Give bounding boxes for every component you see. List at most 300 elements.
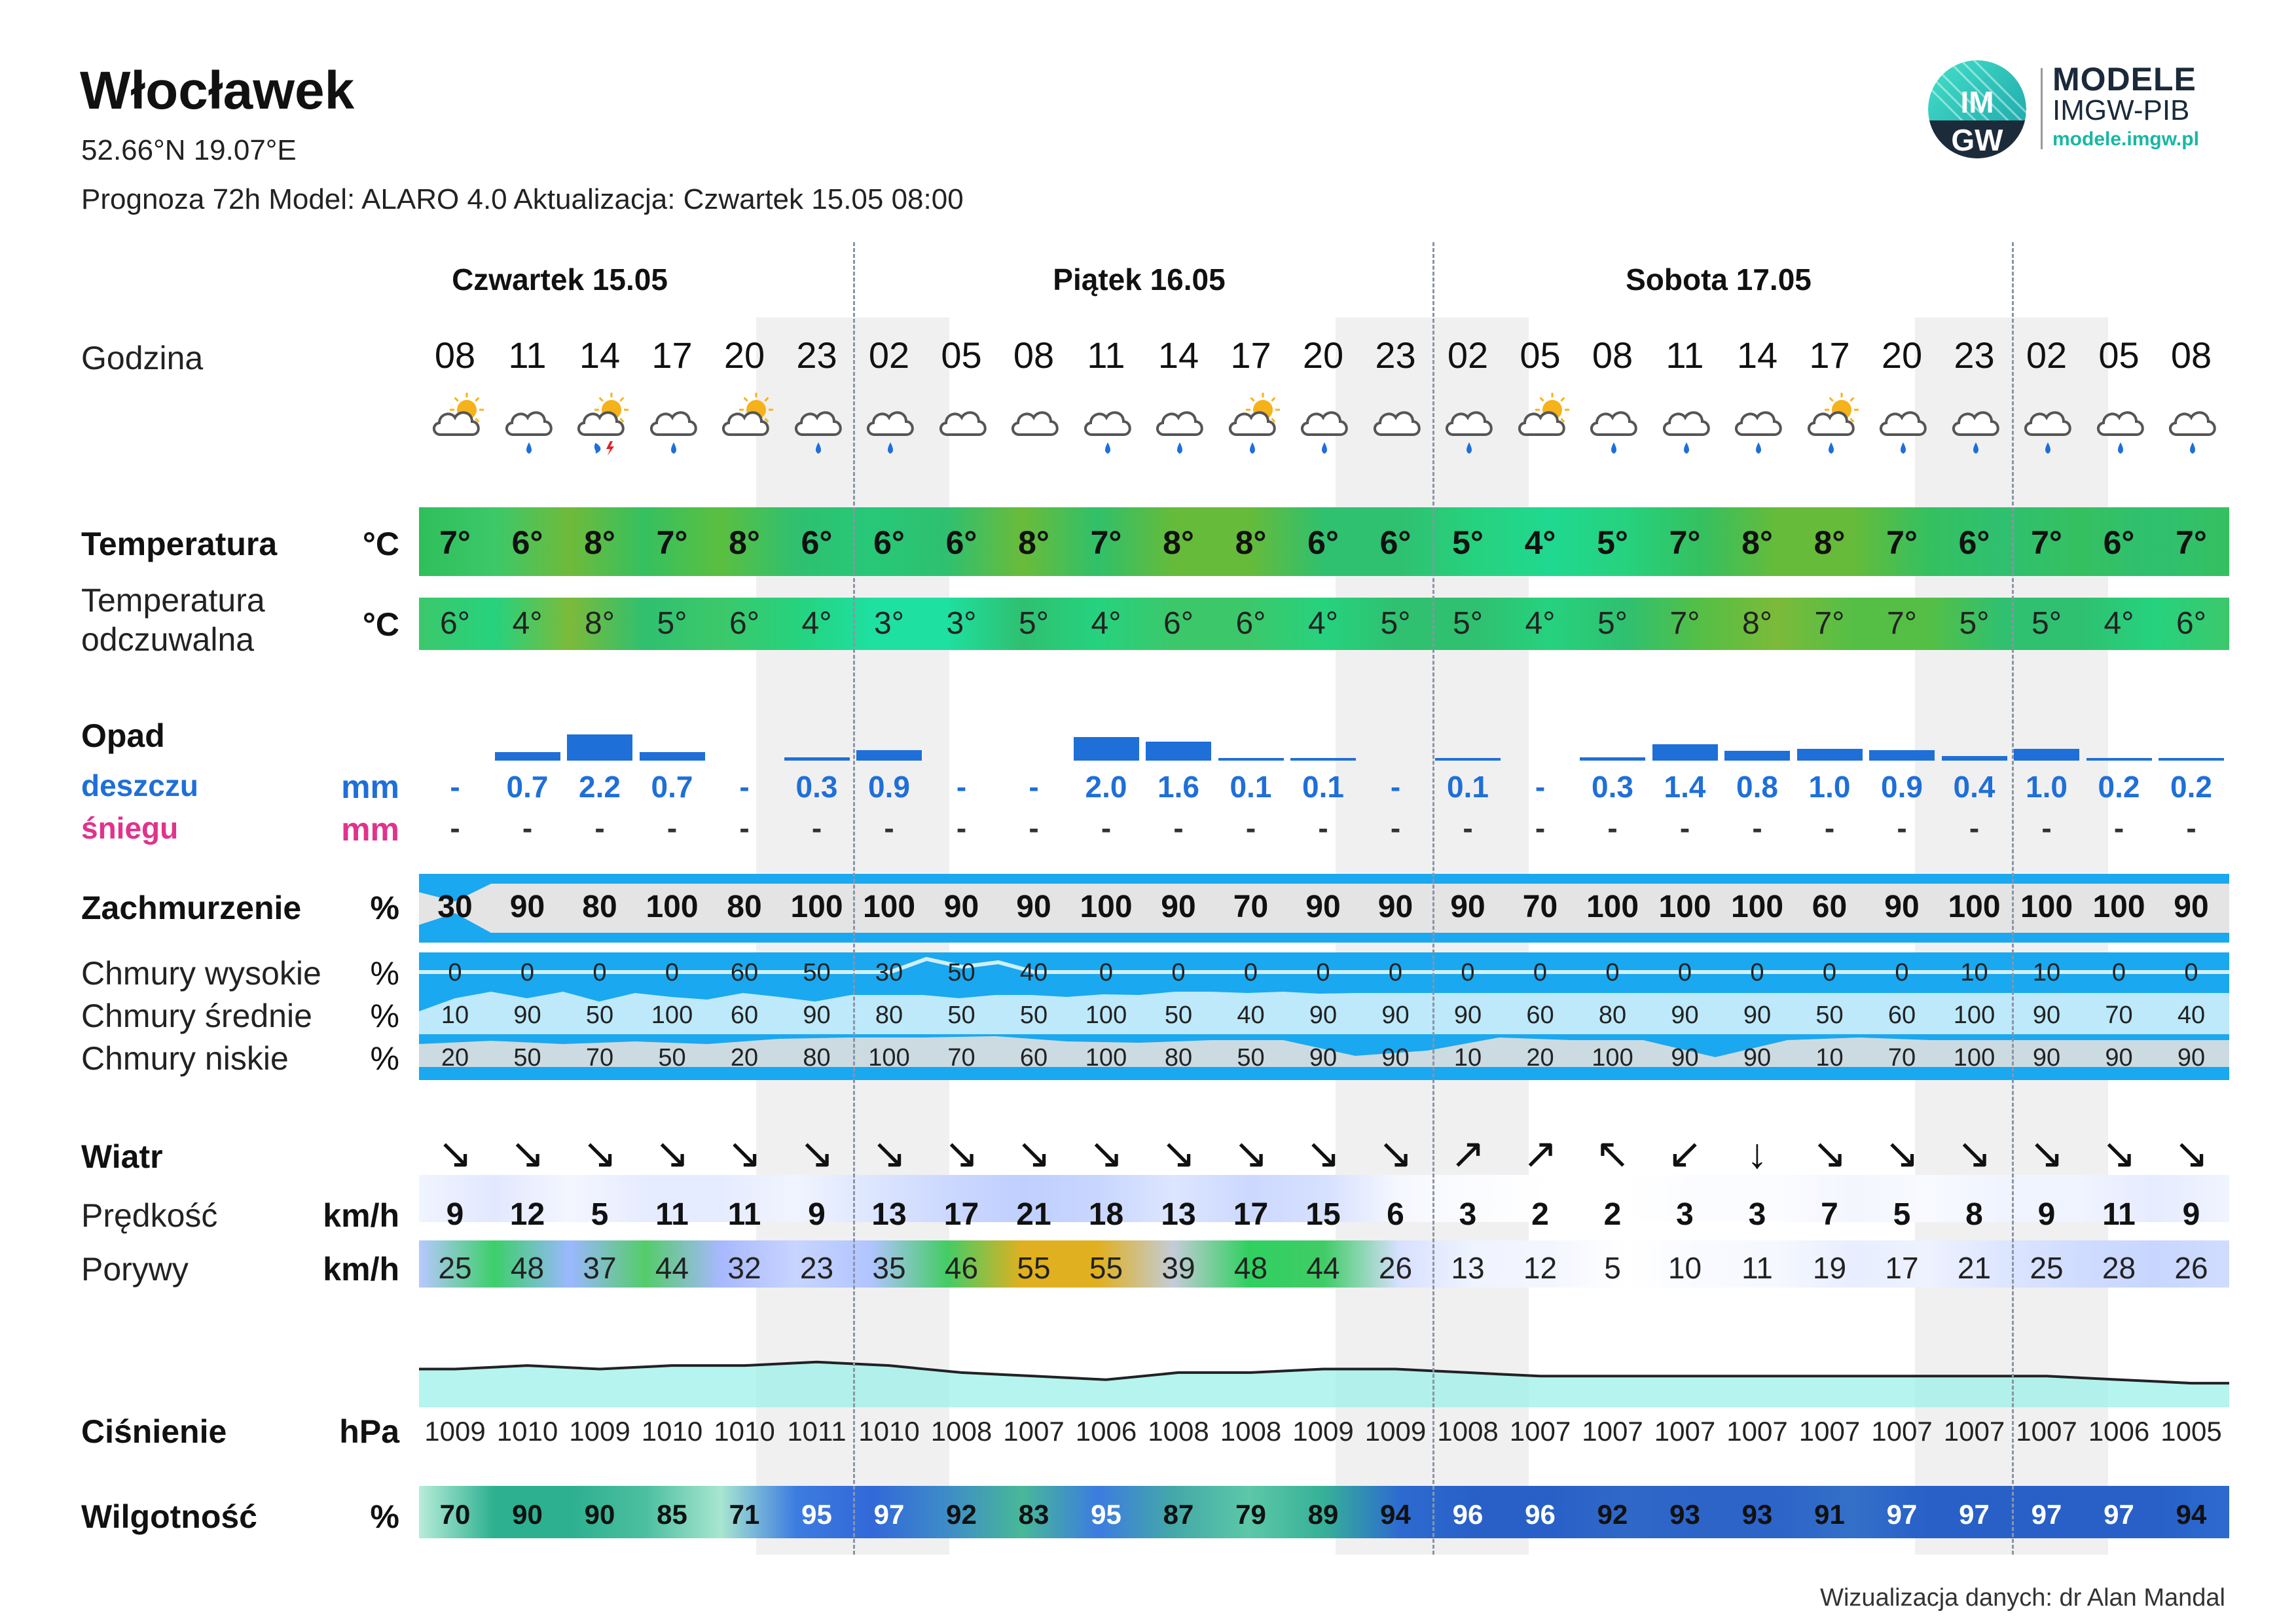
clouds-mid-cell: 80: [1598, 1001, 1627, 1029]
hour-cell: 08: [1592, 334, 1633, 376]
humidity-cell: 95: [1091, 1499, 1121, 1530]
unit-clouds-low: %: [370, 1040, 399, 1077]
gusts-cell: 48: [1233, 1251, 1268, 1285]
hour-cell: 17: [1809, 334, 1850, 376]
feels-like-cell: 3°: [874, 606, 904, 641]
hour-cell: 11: [1666, 334, 1704, 376]
clouds-low-cell: 90: [2177, 1044, 2206, 1072]
label-wind: Wiatr: [81, 1138, 163, 1175]
wind-speed-cell: 2: [1531, 1197, 1549, 1232]
feels-like-cell: 5°: [1959, 606, 1990, 641]
snow-cell: -: [1607, 811, 1618, 845]
wind-direction-icon: ↘: [1088, 1130, 1124, 1177]
cloud-rain-icon: [2159, 393, 2231, 465]
humidity-cell: 97: [1886, 1499, 1918, 1530]
wind-speed-cell: 15: [1305, 1197, 1341, 1232]
rain-cell: 1.6: [1157, 770, 1199, 804]
humidity-cell: 91: [1814, 1499, 1845, 1530]
hour-cell: 20: [723, 334, 765, 376]
hour-cell: 14: [579, 334, 621, 376]
coordinates: 52.66°N 19.07°E: [81, 134, 297, 166]
cloud-rain-icon: [1652, 393, 1724, 465]
clouds-cell: 80: [582, 890, 617, 924]
wind-direction-icon: ↘: [871, 1130, 907, 1177]
label-rain: deszczu: [81, 768, 198, 803]
clouds-low-cell: 100: [1953, 1044, 1995, 1072]
temperature-cell: 8°: [1741, 524, 1773, 561]
sun-cloud-rain-icon: [1218, 393, 1290, 465]
snow-cell: -: [1029, 811, 1039, 845]
snow-cell: -: [2041, 811, 2052, 845]
pressure-cell: 1007: [1798, 1416, 1861, 1447]
clouds-low-cell: 100: [1592, 1044, 1633, 1072]
feels-like-cell: 5°: [1019, 606, 1049, 641]
feels-like-cell: 4°: [1525, 606, 1556, 641]
wind-speed-cell: 9: [2182, 1197, 2200, 1232]
rain-cell: 0.9: [1881, 770, 1923, 804]
clouds-cell: 100: [790, 890, 843, 924]
clouds-high-cell: 0: [1171, 959, 1186, 986]
clouds-mid-cell: 60: [730, 1001, 759, 1029]
day-header-3: Sobota 17.05: [1626, 262, 1812, 297]
clouds-high-cell: 0: [1822, 959, 1837, 986]
rain-cell: 0.1: [1447, 770, 1489, 804]
snow-cell: -: [956, 811, 967, 845]
rain-cell: 0.1: [1230, 770, 1272, 804]
temperature-cell: 7°: [1669, 524, 1701, 561]
temperature-cell: 8°: [584, 524, 615, 561]
cloud-rain-icon: [784, 393, 856, 465]
pressure-cell: 1008: [1437, 1416, 1499, 1447]
temperature-cell: 8°: [1163, 524, 1194, 561]
gusts-cell: 44: [655, 1251, 689, 1285]
cloud-rain-icon: [2086, 393, 2159, 465]
clouds-low-cell: 10: [1453, 1044, 1482, 1072]
feels-like-cell: 5°: [1597, 606, 1628, 641]
pressure-cell: 1009: [1292, 1416, 1354, 1447]
gusts-cell: 25: [438, 1251, 472, 1285]
clouds-low-cell: 70: [585, 1044, 614, 1072]
gusts-cell: 25: [2030, 1251, 2064, 1285]
wind-speed-cell: 9: [808, 1197, 826, 1232]
humidity-cell: 95: [801, 1499, 832, 1530]
clouds-high-cell: 0: [1243, 959, 1258, 986]
snow-cell: -: [666, 811, 678, 845]
wind-speed-cell: 13: [871, 1197, 907, 1232]
rain-cell: -: [1390, 770, 1401, 804]
cloud-rain-icon: [856, 393, 928, 465]
feels-like-cell: 8°: [585, 606, 615, 641]
sun-cloud-icon: [712, 393, 784, 465]
pressure-cell: 1008: [930, 1416, 993, 1447]
humidity-cell: 70: [439, 1499, 471, 1530]
label-temperature: Temperatura: [81, 526, 278, 562]
clouds-high-cell: 0: [1099, 959, 1114, 986]
clouds-high-cell: 50: [803, 959, 831, 986]
clouds-cell: 100: [1658, 890, 1711, 924]
clouds-low-cell: 50: [658, 1044, 686, 1072]
wind-direction-icon: ↙: [1667, 1130, 1703, 1177]
day-header-2: Piątek 16.05: [1053, 262, 1226, 297]
pressure-cell: 1007: [1509, 1416, 1571, 1447]
hour-cell: 14: [1736, 334, 1778, 376]
cloud-rain-icon: [1869, 393, 1941, 465]
humidity-cell: 87: [1163, 1499, 1194, 1530]
clouds-cell: 100: [2020, 890, 2073, 924]
humidity-cell: 97: [2104, 1499, 2134, 1530]
rain-cell: 0.2: [2170, 770, 2212, 804]
temperature-cell: 6°: [873, 524, 905, 561]
unit-rain: mm: [341, 768, 399, 805]
wind-direction-icon: ↘: [943, 1130, 979, 1177]
feels-like-cell: 4°: [801, 606, 832, 641]
sun-cloud-rain-icon: [1797, 393, 1869, 465]
clouds-cell: 70: [1522, 890, 1558, 924]
clouds-mid-cell: 60: [1887, 1001, 1916, 1029]
unit-clouds: %: [370, 890, 399, 926]
clouds-mid-cell: 40: [2177, 1001, 2206, 1029]
hour-cell: 20: [1881, 334, 1923, 376]
wind-speed-cell: 13: [1161, 1197, 1196, 1232]
wind-direction-icon: ↗: [1450, 1130, 1485, 1177]
clouds-low-cell: 90: [1671, 1044, 1699, 1072]
unit-feels-like: °C: [362, 606, 399, 643]
clouds-mid-cell: 50: [1164, 1001, 1193, 1029]
feels-like-cell: 5°: [657, 606, 687, 641]
clouds-cell: 100: [1586, 890, 1639, 924]
clouds-high-cell: 0: [1605, 959, 1620, 986]
clouds-cell: 90: [1450, 890, 1485, 924]
pressure-cell: 1007: [2016, 1416, 2077, 1447]
logo-line1: MODELE: [2052, 61, 2196, 98]
temperature-cell: 6°: [1307, 524, 1339, 561]
cloud-rain-icon: [1074, 393, 1146, 465]
clouds-low-cell: 90: [2032, 1044, 2061, 1072]
clouds-high-cell: 0: [2184, 959, 2198, 986]
hour-cell: 08: [1013, 334, 1055, 376]
label-clouds-mid: Chmury średnie: [81, 998, 312, 1034]
rain-bar: [1942, 756, 2007, 761]
temperature-cell: 8°: [729, 524, 760, 561]
temperature-cell: 8°: [1235, 524, 1267, 561]
feels-like-cell: 7°: [1669, 606, 1700, 641]
hour-cell: 23: [796, 334, 837, 376]
sun-cloud-storm-icon: [567, 393, 639, 465]
cloud-rain-icon: [1724, 393, 1796, 465]
clouds-cell: 100: [1948, 890, 2001, 924]
clouds-high-cell: 10: [2032, 959, 2061, 986]
feels-like-cell: 4°: [1091, 606, 1121, 641]
clouds-mid-cell: 100: [1085, 1001, 1127, 1029]
temperature-cell: 4°: [1524, 524, 1556, 561]
clouds-low-cell: 80: [1164, 1044, 1193, 1072]
temperature-cell: 7°: [1090, 524, 1122, 561]
pressure-cell: 1007: [1943, 1416, 2005, 1447]
logo-url[interactable]: modele.imgw.pl: [2052, 128, 2199, 150]
snow-cell: -: [1101, 811, 1112, 845]
humidity-cell: 89: [1307, 1499, 1339, 1530]
clouds-low-cell: 50: [513, 1044, 541, 1072]
snow-cell: -: [1390, 811, 1401, 845]
clouds-high-cell: 0: [1533, 959, 1548, 986]
pressure-cell: 1007: [1003, 1416, 1065, 1447]
clouds-mid-cell: 90: [513, 1001, 541, 1029]
gusts-cell: 23: [799, 1251, 834, 1285]
rain-bar: [1797, 749, 1863, 761]
wind-direction-icon: ↘: [654, 1130, 690, 1177]
label-precip: Opad: [81, 717, 165, 754]
clouds-high-cell: 0: [1388, 959, 1403, 986]
gusts-cell: 28: [2102, 1251, 2136, 1285]
clouds-high-cell: 30: [875, 959, 903, 986]
pressure-cell: 1009: [569, 1416, 630, 1447]
label-speed: Prędkość: [81, 1197, 218, 1234]
humidity-cell: 93: [1669, 1499, 1700, 1530]
hour-cell: 23: [1375, 334, 1416, 376]
cloud-rain-icon: [495, 393, 567, 465]
wind-direction-icon: ↘: [799, 1130, 835, 1177]
clouds-high-cell: 0: [1750, 959, 1764, 986]
feels-like-cell: 4°: [2104, 606, 2134, 641]
clouds-high-cell: 0: [1895, 959, 1909, 986]
gusts-cell: 32: [727, 1251, 761, 1285]
feels-like-cell: 5°: [1453, 606, 1483, 641]
wind-direction-icon: ↘: [2029, 1130, 2064, 1177]
hour-cell: 23: [1954, 334, 1995, 376]
clouds-mid-cell: 50: [585, 1001, 614, 1029]
wind-speed-cell: 7: [1821, 1197, 1838, 1232]
wind-speed-cell: 3: [1748, 1197, 1766, 1232]
snow-cell: -: [1173, 811, 1184, 845]
cloud-icon: [929, 393, 1001, 465]
wind-speed-cell: 9: [446, 1197, 464, 1232]
snow-cell: -: [2186, 811, 2196, 845]
wind-speed-cell: 8: [1965, 1197, 1983, 1232]
snow-cell: -: [522, 811, 533, 845]
clouds-cell: 70: [1233, 890, 1269, 924]
rain-cell: 0.9: [868, 770, 910, 804]
clouds-mid-cell: 90: [1743, 1001, 1772, 1029]
wind-speed-cell: 5: [1893, 1197, 1911, 1232]
clouds-high-cell: 50: [947, 959, 975, 986]
hour-cell: 02: [2026, 334, 2068, 376]
snow-cell: -: [1824, 811, 1835, 845]
clouds-cell: 90: [1305, 890, 1341, 924]
clouds-cell: 90: [509, 890, 545, 924]
cloud-rain-icon: [1146, 393, 1218, 465]
rain-bar: [1218, 758, 1284, 761]
gusts-cell: 13: [1451, 1251, 1485, 1285]
rain-cell: 0.8: [1736, 770, 1778, 804]
hour-cell: 17: [1230, 334, 1271, 376]
clouds-mid-cell: 90: [2032, 1001, 2061, 1029]
label-pressure: Ciśnienie: [81, 1413, 227, 1450]
temperature-cell: 6°: [1958, 524, 1990, 561]
temperature-cell: 7°: [439, 524, 471, 561]
clouds-cell: 100: [862, 890, 916, 924]
clouds-mid-cell: 100: [1953, 1001, 1995, 1029]
pressure-cell: 1005: [2160, 1416, 2222, 1447]
hour-cell: 08: [434, 334, 476, 376]
feels-like-cell: 6°: [440, 606, 470, 641]
rain-cell: -: [739, 770, 750, 804]
humidity-cell: 97: [1959, 1499, 1990, 1530]
rain-cell: 2.0: [1085, 770, 1127, 804]
clouds-mid-cell: 70: [2105, 1001, 2133, 1029]
wind-direction-icon: ↘: [1884, 1130, 1920, 1177]
clouds-mid-cell: 90: [1309, 1001, 1338, 1029]
label-hour: Godzina: [81, 340, 204, 376]
clouds-mid-cell: 90: [1381, 1001, 1410, 1029]
clouds-low-cell: 100: [1085, 1044, 1127, 1072]
pressure-cell: 1008: [1220, 1416, 1282, 1447]
snow-cell: -: [1463, 811, 1473, 845]
clouds-low-cell: 70: [947, 1044, 975, 1072]
rain-bar: [784, 757, 850, 761]
hour-cell: 02: [1447, 334, 1489, 376]
gusts-cell: 12: [1523, 1251, 1558, 1285]
clouds-mid-cell: 100: [651, 1001, 693, 1029]
clouds-low-cell: 90: [1381, 1044, 1410, 1072]
snow-cell: -: [1535, 811, 1546, 845]
wind-direction-icon: ↓: [1747, 1130, 1768, 1177]
label-feels-like-1: Temperatura: [81, 582, 265, 619]
label-feels-like-2: odczuwalna: [81, 621, 255, 658]
clouds-cell: 100: [2092, 890, 2145, 924]
rain-cell: 0.7: [651, 770, 693, 804]
temperature-cell: 6°: [945, 524, 977, 561]
label-snow: śniegu: [81, 811, 179, 845]
humidity-cell: 92: [1597, 1499, 1628, 1530]
cloud-rain-icon: [1580, 393, 1652, 465]
unit-clouds-high: %: [370, 955, 399, 992]
wind-direction-icon: ↘: [1161, 1130, 1196, 1177]
unit-humidity: %: [370, 1498, 399, 1535]
snow-cell: -: [1969, 811, 1980, 845]
temperature-cell: 6°: [2103, 524, 2135, 561]
cloud-rain-icon: [1435, 393, 1507, 465]
rain-cell: 0.7: [506, 770, 549, 804]
pressure-cell: 1010: [858, 1416, 920, 1447]
rain-bar: [1580, 757, 1645, 761]
clouds-mid-cell: 50: [1019, 1001, 1048, 1029]
humidity-cell: 93: [1741, 1499, 1773, 1530]
logo-mark-text-2: GW: [1951, 123, 2003, 157]
footer-credit: Wizualizacja danych: dr Alan Mandal: [1820, 1584, 2225, 1612]
clouds-high-cell: 10: [1960, 959, 1988, 986]
temperature-cell: 7°: [2031, 524, 2062, 561]
hour-cell: 08: [2170, 334, 2212, 376]
wind-direction-icon: ↘: [437, 1130, 473, 1177]
rain-cell: 0.4: [1953, 770, 1995, 804]
snow-cell: -: [739, 811, 750, 845]
wind-speed-cell: 5: [591, 1197, 609, 1232]
clouds-mid-cell: 80: [875, 1001, 903, 1029]
clouds-high-cell: 0: [1461, 959, 1475, 986]
pressure-cell: 1007: [1582, 1416, 1643, 1447]
rain-bar: [1724, 751, 1790, 761]
feels-like-cell: 5°: [1380, 606, 1411, 641]
clouds-cell: 90: [1884, 890, 1920, 924]
clouds-high-cell: 0: [1677, 959, 1692, 986]
wind-direction-icon: ↘: [1956, 1130, 1992, 1177]
wind-speed-cell: 17: [1233, 1197, 1269, 1232]
clouds-low-cell: 20: [1526, 1044, 1554, 1072]
humidity-cell: 71: [729, 1499, 760, 1530]
hour-cell: 20: [1302, 334, 1344, 376]
sun-cloud-icon: [422, 393, 494, 465]
clouds-cell: 90: [1377, 890, 1413, 924]
temperature-cell: 7°: [2176, 524, 2207, 561]
clouds-cell: 90: [2174, 890, 2209, 924]
pressure-cell: 1011: [787, 1416, 847, 1447]
clouds-cell: 90: [943, 890, 979, 924]
wind-direction-icon: ↘: [1305, 1130, 1341, 1177]
rain-cell: 0.3: [795, 770, 838, 804]
wind-direction-icon: ↘: [582, 1130, 617, 1177]
snow-cell: -: [594, 811, 605, 845]
rain-bar: [1290, 758, 1356, 761]
pressure-cell: 1010: [496, 1416, 558, 1447]
gusts-cell: 10: [1667, 1251, 1702, 1285]
wind-speed-cell: 3: [1676, 1197, 1694, 1232]
hour-cell: 05: [2098, 334, 2140, 376]
label-gusts: Porywy: [81, 1251, 189, 1288]
rain-cell: 0.1: [1302, 770, 1344, 804]
unit-pressure: hPa: [339, 1413, 399, 1450]
pressure-cell: 1007: [1726, 1416, 1788, 1447]
city-title: Włocławek: [80, 61, 355, 120]
rain-cell: 2.2: [579, 770, 621, 804]
wind-direction-icon: ↖: [1595, 1130, 1630, 1177]
wind-speed-cell: 11: [655, 1197, 689, 1232]
gusts-cell: 19: [1812, 1251, 1847, 1285]
temperature-cell: 7°: [656, 524, 688, 561]
pressure-cell: 1007: [1871, 1416, 1933, 1447]
snow-cell: -: [1752, 811, 1762, 845]
gusts-cell: 55: [1017, 1251, 1051, 1285]
gusts-cell: 11: [1741, 1251, 1773, 1285]
hour-cell: 17: [651, 334, 693, 376]
clouds-low-cell: 50: [1237, 1044, 1265, 1072]
temperature-cell: 6°: [801, 524, 833, 561]
clouds-cell: 100: [646, 890, 699, 924]
wind-direction-icon: ↘: [1377, 1130, 1413, 1177]
clouds-mid-cell: 60: [1526, 1001, 1554, 1029]
gusts-cell: 21: [1957, 1251, 1992, 1285]
cloud-rain-icon: [2014, 393, 2086, 465]
humidity-cell: 94: [2176, 1499, 2207, 1530]
wind-direction-icon: ↘: [727, 1130, 762, 1177]
feels-like-cell: 6°: [1235, 606, 1266, 641]
hour-cell: 02: [868, 334, 910, 376]
rain-bar: [2159, 758, 2224, 761]
clouds-low-cell: 60: [1019, 1044, 1048, 1072]
rain-cell: -: [450, 770, 460, 804]
rain-cell: 1.0: [2026, 770, 2068, 804]
unit-speed: km/h: [323, 1197, 399, 1234]
humidity-cell: 85: [657, 1499, 687, 1530]
clouds-high-cell: 0: [2111, 959, 2126, 986]
humidity-cell: 94: [1380, 1499, 1411, 1530]
gusts-cell: 37: [583, 1251, 617, 1285]
clouds-mid-cell: 90: [803, 1001, 831, 1029]
label-humidity: Wilgotność: [81, 1498, 257, 1535]
gusts-cell: 35: [872, 1251, 906, 1285]
rain-cell: -: [1029, 770, 1039, 804]
pressure-cell: 1010: [714, 1416, 775, 1447]
humidity-cell: 79: [1235, 1499, 1266, 1530]
